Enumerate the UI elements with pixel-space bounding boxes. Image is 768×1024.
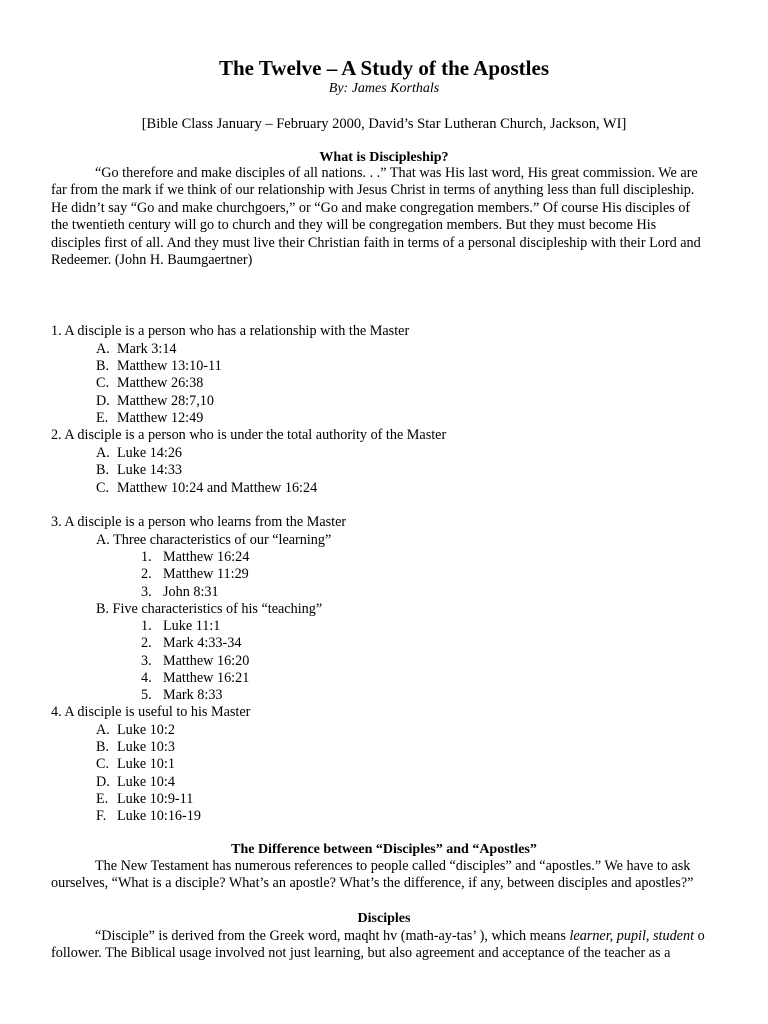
- paragraph-line: disciples first of all. And they must live their Christian faith in terms of a personal discipleship with their Lord and: [51, 234, 701, 251]
- list-item: B. Luke 14:33: [96, 462, 183, 478]
- paragraph-line: far from the mark if we think of our relationship with Jesus Christ in terms of anything less than full discipleship.: [51, 182, 695, 199]
- paragraph-line: ourselves, “What is a disciple? What’s an apostle? What’s the difference, if any, between disciples and apostles?”: [51, 875, 694, 892]
- outline-subpoint-3a: A. Three characteristics of our “learning”: [96, 532, 332, 548]
- italic-definition: learner, pupil, student: [569, 928, 695, 944]
- list-item: 5. Mark 8:33: [141, 687, 223, 703]
- list-item: B. Matthew 13:10-11: [96, 358, 222, 374]
- outline-point-2: 2. A disciple is a person who is under the total authority of the Master: [51, 427, 447, 443]
- outline-point-3: 3. A disciple is a person who learns from the Master: [51, 514, 347, 530]
- list-item: A. Mark 3:14: [96, 341, 177, 357]
- paragraph-line: “Disciple” is derived from the Greek word, maqht hv (math-ay-tas’ ), which means learner, pupil, student o: [95, 928, 705, 944]
- disciples-paragraph: [51, 928, 768, 963]
- paragraph-line: Redeemer. (John H. Baumgaertner): [51, 252, 253, 269]
- paragraph-line: the twentieth century will go to church and they will be congregation members. But they must become His: [51, 217, 657, 234]
- list-item: 4. Matthew 16:21: [141, 670, 250, 686]
- paragraph-line: “Go therefore and make disciples of all nations. . .” That was His last word, His great commission. We are: [95, 165, 698, 181]
- heading-what-is-discipleship: What is Discipleship?: [319, 150, 449, 165]
- list-item: C. Matthew 10:24 and Matthew 16:24: [96, 480, 318, 496]
- list-item: A. Luke 14:26: [96, 445, 183, 461]
- heading-difference: The Difference between “Disciples” and “Apostles”: [231, 842, 537, 857]
- list-item: E. Luke 10:9-11: [96, 791, 194, 807]
- difference-paragraph: [51, 858, 743, 893]
- list-item: 2. Mark 4:33-34: [141, 635, 242, 651]
- heading-disciples: Disciples: [357, 911, 411, 926]
- paragraph-line: The New Testament has numerous references to people called “disciples” and “apostles.” We have to ask: [95, 858, 691, 874]
- list-item: A. Luke 10:2: [96, 722, 175, 738]
- list-item: F. Luke 10:16-19: [96, 808, 201, 824]
- list-item: 3. John 8:31: [141, 584, 219, 600]
- list-item: C. Luke 10:1: [96, 756, 175, 772]
- author-byline: By: James Korthals: [328, 81, 440, 96]
- list-item: D. Matthew 28:7,10: [96, 393, 214, 409]
- paragraph-line: follower. The Biblical usage involved not just learning, but also agreement and acceptance of the teacher as a: [51, 945, 671, 962]
- list-item: 1. Matthew 16:24: [141, 549, 250, 565]
- list-item: C. Matthew 26:38: [96, 375, 204, 391]
- greek-word: maqht hv: [343, 928, 398, 944]
- list-item: 2. Matthew 11:29: [141, 566, 249, 582]
- paragraph-line: He didn’t say “Go and make churchgoers,” or “Go and make congregation members.” Of course His disciples of: [51, 199, 691, 216]
- class-context: [Bible Class January – February 2000, David’s Star Lutheran Church, Jackson, WI]: [141, 116, 627, 132]
- list-item: 3. Matthew 16:20: [141, 653, 250, 669]
- list-item: B. Luke 10:3: [96, 739, 175, 755]
- list-item: D. Luke 10:4: [96, 774, 175, 790]
- outline-subpoint-3b: B. Five characteristics of his “teaching”: [96, 601, 323, 617]
- outline-point-1: 1. A disciple is a person who has a relationship with the Master: [51, 323, 410, 339]
- list-item: 1. Luke 11:1: [141, 618, 221, 634]
- document-title: The Twelve – A Study of the Apostles: [218, 56, 549, 80]
- outline-point-4: 4. A disciple is useful to his Master: [51, 704, 251, 720]
- discipleship-paragraph: [51, 165, 743, 269]
- list-item: E. Matthew 12:49: [96, 410, 204, 426]
